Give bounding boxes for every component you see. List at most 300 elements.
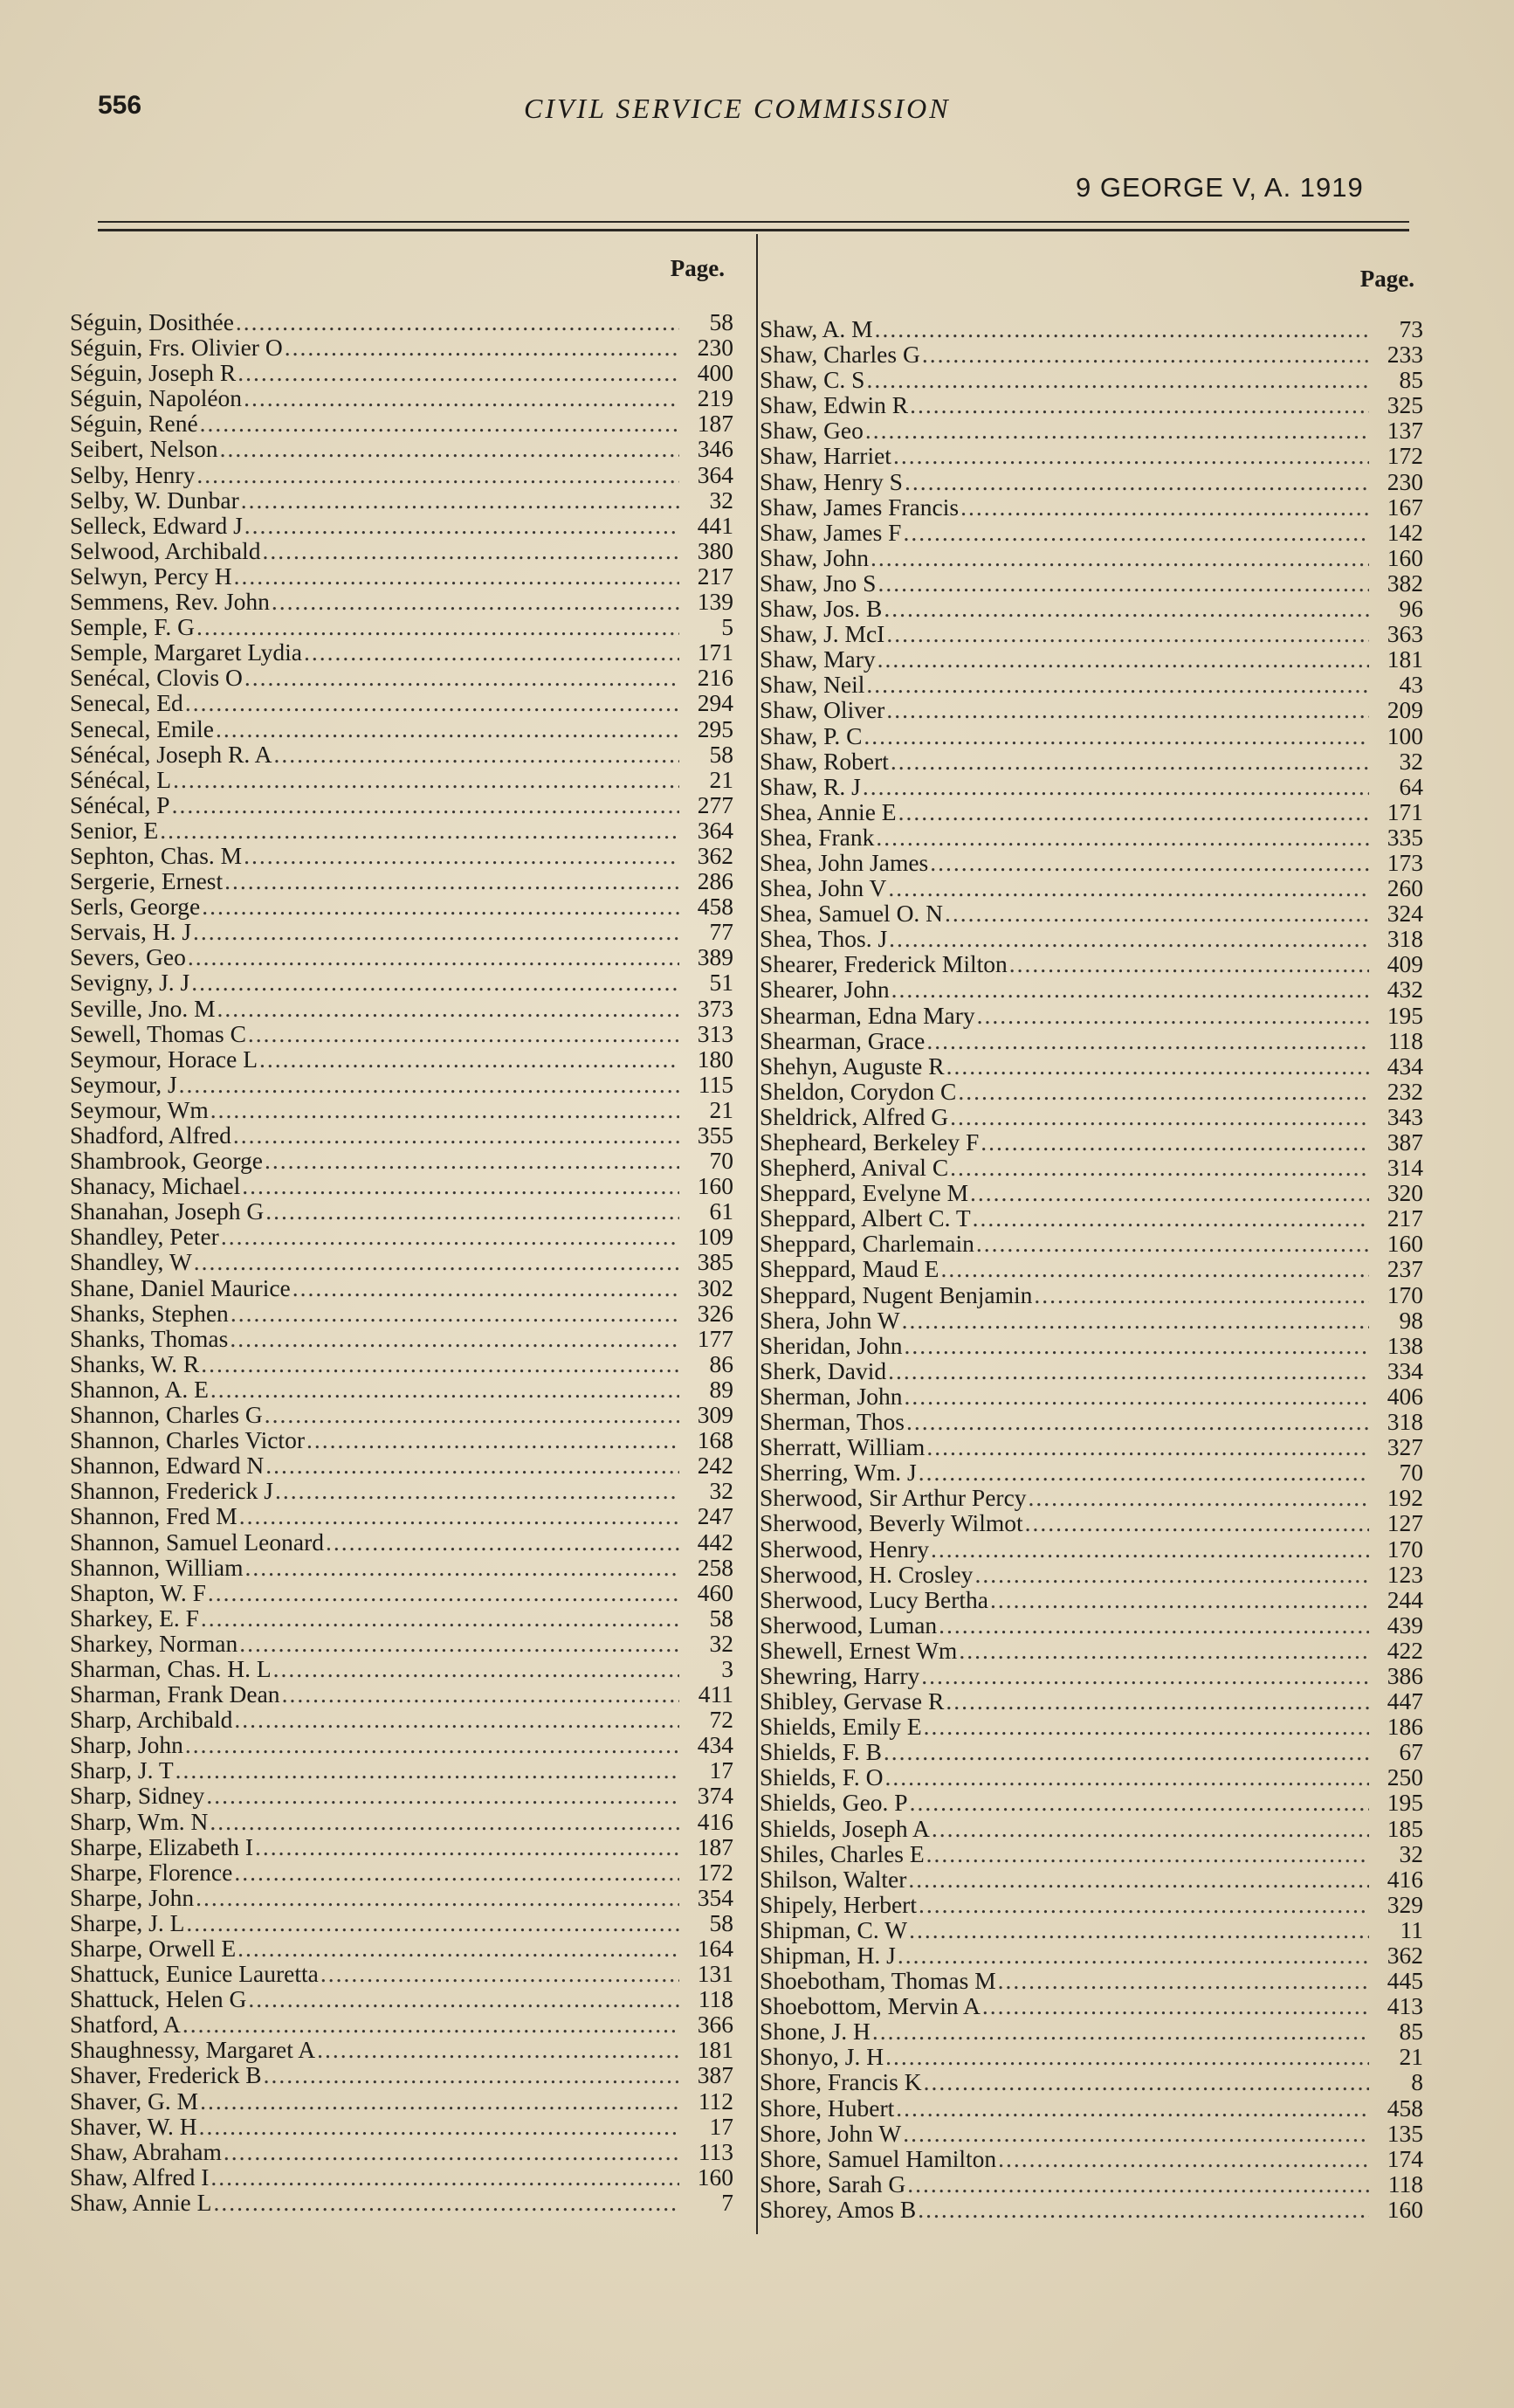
dot-leader (903, 520, 1369, 545)
dot-leader (230, 1326, 679, 1351)
entry-page: 7 (721, 2188, 733, 2216)
dot-leader (234, 1707, 679, 1732)
page-column-heading: Page. (1359, 266, 1414, 292)
entry-page: 181 (697, 2036, 733, 2064)
dot-leader (196, 614, 679, 639)
entry-page: 458 (697, 893, 733, 921)
index-entry (760, 1409, 1423, 1434)
entry-name: Shaw, Henry S (760, 467, 903, 495)
dot-leader (160, 818, 679, 843)
entry-name: Seymour, Horace L (70, 1045, 258, 1073)
entry-page: 320 (1387, 1179, 1423, 1207)
entry-page: 366 (697, 2011, 733, 2039)
entry-name: Shore, Francis K (760, 2068, 922, 2096)
dot-leader (866, 367, 1369, 392)
entry-page: 32 (709, 1629, 733, 1657)
entry-name: Sénécal, P (70, 790, 170, 818)
index-entry (70, 309, 733, 335)
entry-name: Sheppard, Nugent Benjamin (760, 1280, 1033, 1308)
index-entry (70, 2011, 733, 2037)
entry-name: Shaw, C. S (760, 366, 865, 394)
index-entry (760, 316, 1423, 342)
dot-leader (918, 2197, 1369, 2222)
entry-name: Sharman, Frank Dean (70, 1680, 280, 1708)
entry-page: 8 (1411, 2068, 1423, 2096)
entry-name: Shields, Geo. P (760, 1789, 908, 1817)
dot-leader (919, 1892, 1369, 1917)
index-entry (70, 1301, 733, 1326)
index-entry (760, 1536, 1423, 1562)
entry-page: 180 (697, 1045, 733, 1073)
index-entry (70, 1376, 733, 1402)
running-title: CIVIL SERVICE COMMISSION (524, 93, 951, 124)
dot-leader (891, 749, 1369, 774)
entry-name: Shannon, William (70, 1553, 244, 1581)
dot-leader (210, 1809, 679, 1834)
dot-leader (922, 342, 1369, 367)
dot-leader (876, 825, 1369, 850)
entry-name: Shaw, Geo (760, 417, 864, 445)
index-entry (70, 1249, 733, 1274)
index-entry (760, 1205, 1423, 1231)
index-entry (70, 818, 733, 843)
entry-name: Shiles, Charles E (760, 1839, 925, 1867)
dot-leader (896, 2095, 1369, 2121)
entry-page: 195 (1387, 1001, 1423, 1029)
entry-page: 85 (1399, 2018, 1423, 2046)
entry-page: 302 (697, 1273, 733, 1301)
entry-name: Sheppard, Maud E (760, 1255, 939, 1283)
index-entry (760, 494, 1423, 520)
entry-page: 51 (709, 969, 733, 997)
dot-leader (265, 1402, 679, 1427)
dot-leader (241, 487, 679, 513)
dot-leader (196, 1885, 679, 1910)
dot-leader (906, 1409, 1369, 1434)
entry-page: 167 (1387, 493, 1423, 521)
entry-page: 406 (1387, 1382, 1423, 1410)
dot-leader (220, 436, 679, 461)
entry-page: 217 (1387, 1204, 1423, 1232)
dot-leader (973, 1205, 1369, 1231)
entry-name: Shonyo, J. H (760, 2043, 884, 2071)
entry-name: Sénécal, Joseph R. A (70, 740, 272, 768)
dot-leader (926, 1841, 1369, 1866)
entry-page: 386 (1387, 1661, 1423, 1689)
index-entry (760, 850, 1423, 875)
dot-leader (926, 1028, 1369, 1053)
entry-page: 432 (1387, 976, 1423, 1004)
entry-name: Shannon, Charles Victor (70, 1426, 305, 1454)
entry-name: Shaw, P. C (760, 721, 863, 749)
entry-page: 139 (697, 588, 733, 616)
dot-leader (958, 1079, 1369, 1104)
index-entry (70, 868, 733, 894)
index-entry (760, 443, 1423, 468)
index-entry (70, 1173, 733, 1198)
entry-name: Sharkey, Norman (70, 1629, 238, 1657)
entry-page: 382 (1387, 569, 1423, 597)
entry-name: Shilson, Walter (760, 1865, 907, 1893)
entry-page: 43 (1399, 671, 1423, 699)
index-entry (70, 639, 733, 665)
index-entry (70, 1427, 733, 1452)
entry-page: 233 (1387, 341, 1423, 369)
entry-page: 160 (1387, 1230, 1423, 1258)
dot-leader (273, 1656, 679, 1681)
index-entry (70, 767, 733, 792)
entry-page: 138 (1387, 1331, 1423, 1359)
index-entry (760, 976, 1423, 1002)
index-entry (760, 1510, 1423, 1535)
dot-leader (224, 868, 679, 894)
dot-leader (998, 1968, 1369, 1993)
index-entry (70, 690, 733, 715)
index-entry (70, 1935, 733, 1961)
dot-leader (221, 1224, 679, 1249)
index-entry (70, 1452, 733, 1478)
entry-page: 313 (697, 1019, 733, 1047)
index-entry (70, 1555, 733, 1580)
entry-name: Sherring, Wm. J (760, 1459, 917, 1487)
entry-name: Sharp, J. T (70, 1756, 174, 1784)
entry-name: Shandley, Peter (70, 1223, 219, 1251)
index-entry (760, 1485, 1423, 1510)
index-entry (70, 1351, 733, 1376)
index-entry (70, 513, 733, 538)
entry-page: 70 (709, 1147, 733, 1175)
entry-page: 439 (1387, 1611, 1423, 1639)
index-entry (760, 1764, 1423, 1790)
dot-leader (273, 742, 679, 767)
entry-page: 387 (1387, 1128, 1423, 1156)
dot-leader (210, 2164, 679, 2190)
index-entry (70, 436, 733, 461)
entry-name: Sharpe, Elizabeth I (70, 1832, 253, 1860)
dot-leader (248, 1021, 679, 1046)
dot-leader (910, 392, 1369, 417)
dot-leader (244, 843, 679, 868)
dot-leader (282, 1681, 679, 1707)
dot-leader (202, 894, 679, 919)
index-entry (70, 1783, 733, 1808)
entry-name: Selleck, Edward J (70, 511, 243, 539)
entry-name: Shatford, A (70, 2011, 181, 2039)
index-entry (70, 1809, 733, 1834)
entry-name: Senécal, Clovis O (70, 664, 243, 692)
entry-page: 3 (721, 1654, 733, 1682)
entry-name: Shipman, H. J (760, 1942, 896, 1969)
entry-page: 85 (1399, 366, 1423, 394)
entry-name: Shoebottom, Mervin A (760, 1992, 981, 2020)
entry-name: Shattuck, Helen G (70, 1985, 247, 2013)
dot-leader (326, 1529, 679, 1555)
index-entry (70, 1478, 733, 1503)
entry-page: 131 (697, 1960, 733, 1988)
dot-leader (182, 2011, 679, 2037)
entry-name: Shattuck, Eunice Lauretta (70, 1960, 319, 1988)
entry-name: Semple, Margaret Lydia (70, 638, 303, 666)
dot-leader (179, 1072, 679, 1097)
dot-leader (233, 1122, 679, 1148)
entry-name: Sherwood, Sir Arthur Percy (760, 1484, 1027, 1512)
dot-leader (175, 1757, 679, 1783)
entry-page: 327 (1387, 1433, 1423, 1461)
index-entry (70, 1681, 733, 1707)
entry-page: 324 (1387, 900, 1423, 928)
entry-page: 21 (709, 1095, 733, 1123)
index-entry (70, 716, 733, 742)
dot-leader (1034, 1282, 1369, 1307)
entry-page: 11 (1400, 1915, 1423, 1943)
dot-leader (193, 919, 679, 944)
dot-leader (188, 944, 679, 969)
dot-leader (924, 1714, 1369, 1739)
index-entry (70, 1757, 733, 1783)
entry-page: 127 (1387, 1509, 1423, 1537)
entry-name: Shaw, Neil (760, 671, 865, 699)
entry-name: Servais, H. J (70, 918, 192, 946)
index-entry (70, 944, 733, 969)
index-entry (70, 1148, 733, 1173)
index-entry (760, 1638, 1423, 1663)
entry-name: Shea, Annie E (760, 797, 897, 825)
entry-name: Selwood, Archibald (70, 536, 261, 564)
dot-leader (200, 2088, 679, 2114)
dot-leader (875, 316, 1369, 342)
dot-leader (1025, 1510, 1369, 1535)
entry-name: Shields, Emily E (760, 1713, 922, 1741)
dot-leader (244, 513, 679, 538)
dot-leader (885, 2044, 1369, 2069)
dot-leader (199, 2114, 679, 2139)
entry-page: 173 (1387, 848, 1423, 876)
entry-page: 98 (1399, 1306, 1423, 1334)
index-entry (760, 2044, 1423, 2069)
session-label: 9 GEORGE V, A. 1919 (1076, 172, 1364, 203)
entry-page: 72 (709, 1706, 733, 1734)
index-entry (760, 697, 1423, 722)
index-entry (70, 1859, 733, 1885)
dot-leader (998, 2146, 1369, 2171)
entry-page: 118 (1387, 2170, 1423, 2198)
entry-name: Shaw, Oliver (760, 696, 885, 724)
entry-name: Sharkey, E. F (70, 1604, 199, 1632)
entry-page: 309 (697, 1401, 733, 1429)
entry-name: Sénécal, L (70, 765, 172, 793)
entry-name: Sewell, Thomas C (70, 1019, 246, 1047)
index-entry (760, 417, 1423, 443)
dot-leader (244, 385, 679, 411)
entry-name: Sergerie, Ernest (70, 867, 224, 895)
index-entry (760, 2171, 1423, 2197)
entry-page: 17 (709, 2112, 733, 2140)
dot-leader (264, 2062, 679, 2087)
index-entry (760, 900, 1423, 926)
index-entry (760, 392, 1423, 417)
dot-leader (904, 1383, 1369, 1409)
entry-page: 411 (698, 1680, 733, 1708)
dot-leader (950, 1104, 1369, 1129)
dot-leader (237, 1935, 679, 1961)
entry-page: 247 (697, 1502, 733, 1530)
index-entry (70, 969, 733, 995)
entry-page: 385 (697, 1248, 733, 1276)
dot-leader (201, 1351, 679, 1376)
entry-name: Shannon, A. E (70, 1375, 209, 1403)
entry-name: Sheppard, Charlemain (760, 1230, 974, 1258)
entry-name: Sherwood, Beverly Wilmot (760, 1509, 1023, 1537)
header-rule (98, 221, 1409, 223)
dot-leader (902, 1307, 1369, 1333)
index-entry (760, 951, 1423, 976)
index-entry (760, 749, 1423, 774)
entry-page: 100 (1387, 721, 1423, 749)
entry-name: Shibley, Gervase R (760, 1687, 945, 1715)
index-entry (760, 672, 1423, 697)
index-entry (70, 563, 733, 589)
dot-leader (265, 1198, 679, 1224)
entry-name: Shannon, Samuel Leonard (70, 1528, 324, 1556)
index-entry (760, 1714, 1423, 1739)
entry-name: Shaw, James Francis (760, 493, 960, 521)
dot-leader (871, 545, 1369, 570)
dot-leader (317, 2037, 679, 2062)
entry-name: Shewell, Ernest Wm (760, 1636, 958, 1664)
entry-name: Semple, F. G (70, 613, 195, 641)
dot-leader (213, 2190, 679, 2215)
entry-name: Shields, Joseph A (760, 1814, 930, 1842)
entry-page: 118 (698, 1985, 733, 2013)
index-entry (70, 1503, 733, 1528)
entry-page: 295 (697, 714, 733, 742)
entry-name: Shaw, Annie L (70, 2188, 212, 2216)
entry-page: 387 (697, 2061, 733, 2089)
entry-page: 442 (697, 1528, 733, 1556)
dot-leader (259, 1046, 679, 1072)
index-entry (70, 1275, 733, 1301)
index-entry (760, 1434, 1423, 1459)
index-entry (70, 1631, 733, 1656)
dot-leader (172, 792, 679, 818)
entry-page: 335 (1387, 823, 1423, 851)
index-entry (760, 1231, 1423, 1256)
entry-name: Semmens, Rev. John (70, 588, 270, 616)
dot-leader (884, 1739, 1369, 1764)
dot-leader (904, 1333, 1369, 1358)
index-entry (760, 1003, 1423, 1028)
entry-page: 58 (709, 1908, 733, 1936)
index-entry (70, 2062, 733, 2087)
entry-page: 58 (709, 308, 733, 335)
entry-page: 277 (697, 790, 733, 818)
index-entry (760, 1307, 1423, 1333)
entry-page: 89 (709, 1375, 733, 1403)
entry-page: 460 (697, 1578, 733, 1606)
entry-name: Shapton, W. F (70, 1578, 206, 1606)
index-entry (760, 596, 1423, 621)
entry-page: 237 (1387, 1255, 1423, 1283)
entry-page: 413 (1387, 1992, 1423, 2020)
entry-name: Shaw, John (760, 543, 870, 571)
entry-name: Shaver, G. M (70, 2087, 199, 2115)
index-entry (760, 1180, 1423, 1205)
dot-leader (1009, 951, 1369, 976)
index-entry (760, 2069, 1423, 2094)
entry-page: 168 (697, 1426, 733, 1454)
entry-page: 164 (697, 1935, 733, 1962)
index-entry (760, 570, 1423, 596)
dot-leader (186, 1910, 679, 1935)
entry-page: 160 (1387, 543, 1423, 571)
entry-page: 115 (698, 1070, 733, 1098)
entry-name: Sherman, John (760, 1382, 903, 1410)
entry-page: 137 (1387, 417, 1423, 445)
index-entry (70, 614, 733, 639)
index-entry (760, 1129, 1423, 1155)
index-entry (70, 1529, 733, 1555)
dot-leader (237, 360, 679, 385)
dot-leader (924, 2069, 1369, 2094)
dot-leader (889, 926, 1369, 951)
entry-name: Shaw, Charles G (760, 341, 920, 369)
entry-page: 195 (1387, 1789, 1423, 1817)
index-entry (760, 1841, 1423, 1866)
entry-name: Sherwood, H. Crosley (760, 1560, 974, 1588)
index-entry (760, 1917, 1423, 1942)
dot-leader (210, 1376, 679, 1402)
entry-page: 192 (1387, 1484, 1423, 1512)
entry-name: Shanks, Thomas (70, 1324, 229, 1352)
index-entry (760, 1459, 1423, 1485)
index-entry (70, 1732, 733, 1757)
index-entry (760, 1612, 1423, 1638)
index-entry (760, 1892, 1423, 1917)
entry-name: Sheppard, Evelyne M (760, 1179, 969, 1207)
dot-leader (866, 672, 1369, 697)
dot-leader (982, 1993, 1369, 2018)
entry-page: 160 (697, 1172, 733, 1200)
dot-leader (910, 1790, 1369, 1815)
entry-name: Sheridan, John (760, 1331, 903, 1359)
dot-leader (208, 1580, 679, 1605)
index-entry (70, 996, 733, 1021)
dot-leader (206, 1783, 679, 1808)
entry-name: Séguin, Dosithée (70, 308, 234, 335)
dot-leader (877, 646, 1369, 672)
entry-name: Shore, Samuel Hamilton (760, 2144, 997, 2172)
entry-page: 172 (1387, 442, 1423, 470)
dot-leader (272, 589, 679, 614)
dot-leader (872, 2018, 1369, 2044)
entry-name: Shannon, Fred M (70, 1502, 237, 1530)
entry-name: Shaw, James F (760, 518, 902, 546)
index-entry (70, 2190, 733, 2215)
index-entry (760, 926, 1423, 951)
entry-page: 364 (697, 816, 733, 844)
dot-leader (888, 875, 1369, 900)
entry-name: Shorey, Amos B (760, 2195, 917, 2223)
dot-leader (244, 665, 679, 690)
dot-leader (224, 2139, 679, 2164)
entry-name: Shandley, W (70, 1248, 192, 1276)
entry-name: Seville, Jno. M (70, 994, 216, 1022)
entry-page: 64 (1399, 772, 1423, 800)
entry-page: 177 (697, 1324, 733, 1352)
entry-name: Shaver, Frederick B (70, 2061, 262, 2089)
dot-leader (930, 850, 1369, 875)
entry-page: 362 (1387, 1942, 1423, 1969)
